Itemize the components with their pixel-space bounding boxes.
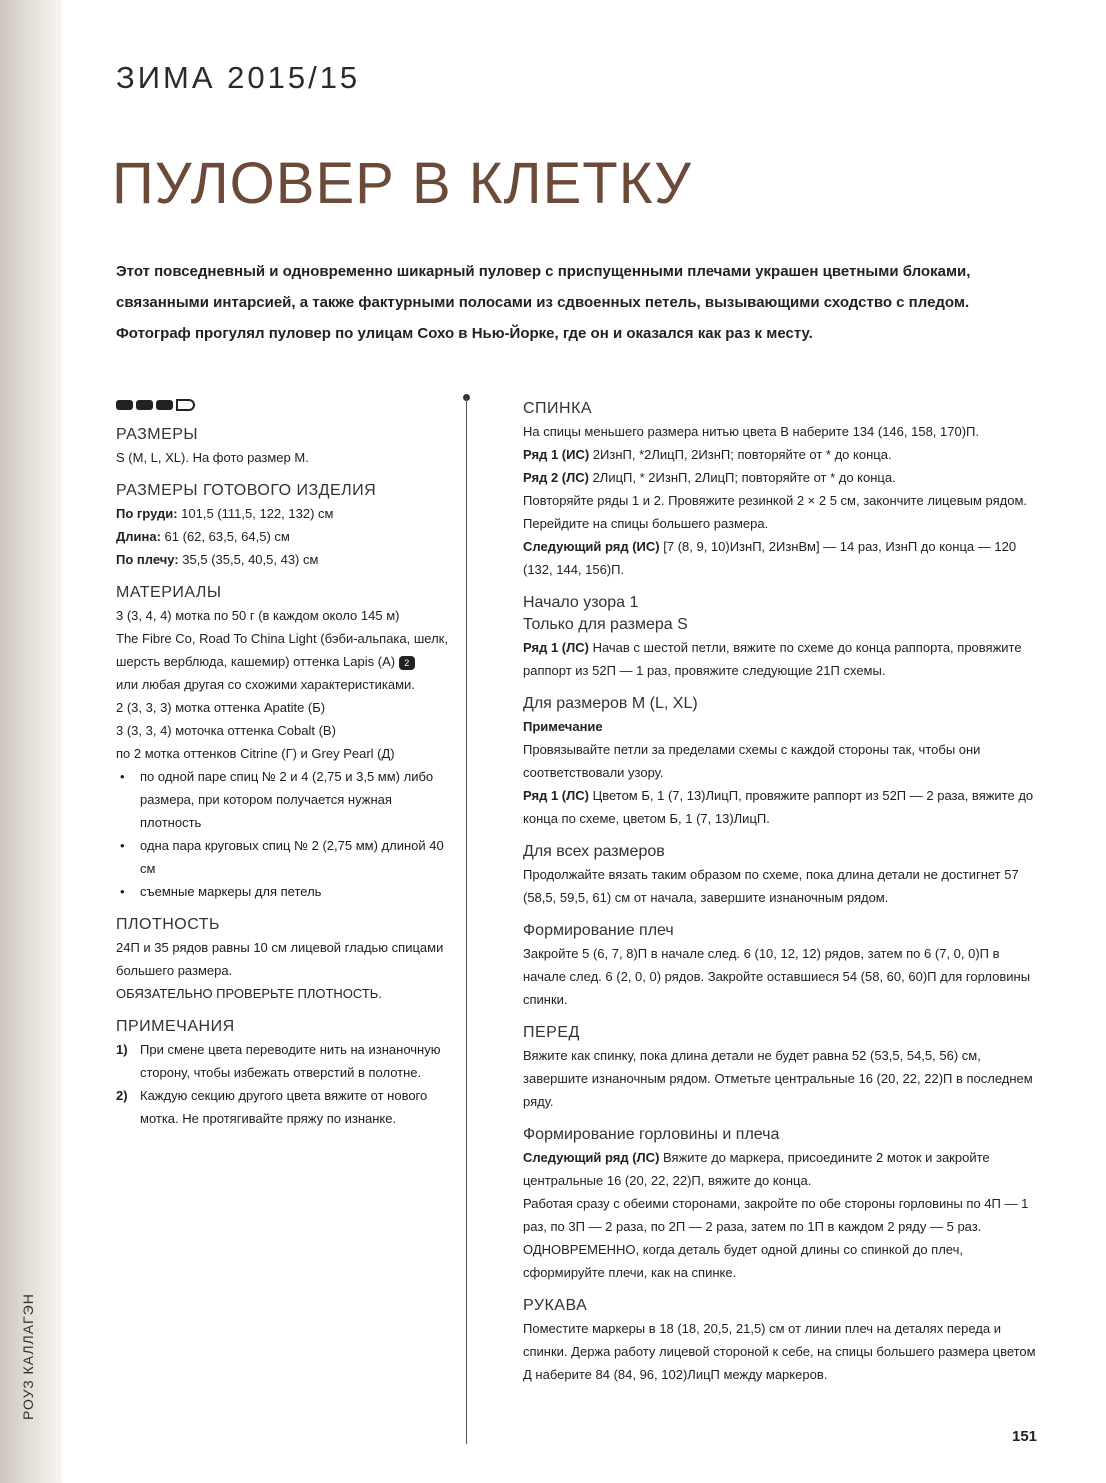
back-next-row: Следующий ряд (ИС) [7 (8, 9, 10)ИзнП, 2ИзнВм] — 14 раз, ИзнП до конца — 120 (132, 144, 156)П.	[523, 539, 1017, 577]
skill-level-filled-icon	[116, 400, 133, 410]
all-sizes-text: Продолжайте вязать таким образом по схеме, пока длина детали не достигнет 57 (58,5, 59,5, 61) см от начала, завершите изнаночным рядом.	[523, 867, 1019, 905]
gauge-check: ОБЯЗАТЕЛЬНО ПРОВЕРЬТЕ ПЛОТНОСТЬ.	[116, 986, 382, 1001]
materials-list	[116, 765, 456, 903]
size-s-row: Ряд 1 (ЛС) Начав с шестой петли, вяжите по схеме до конца раппорта, провяжите раппорт из 52П — 1 раз, провяжите следующие 21П схемы.	[523, 640, 1022, 678]
materials-line: 3 (3, 3, 4) моточка оттенка Cobalt (В)	[116, 723, 336, 738]
bust-measurement: По груди: 101,5 (111,5, 122, 132) см	[116, 506, 334, 521]
left-column	[116, 398, 456, 1130]
back-cast-on: На спицы меньшего размера нитью цвета В наберите 134 (146, 158, 170)П.	[523, 424, 980, 439]
materials-line: по 2 мотка оттенков Citrine (Г) и Grey Pearl (Д)	[116, 746, 395, 761]
size-m-note: Провязывайте петли за пределами схемы с каждой стороны так, чтобы они соответствовали узору.	[523, 742, 981, 780]
column-divider	[466, 398, 467, 1444]
sizes-text: S (M, L, XL). На фото размер М.	[116, 450, 309, 465]
back-heading: СПИНКА	[523, 400, 593, 417]
shoulder-measurement: По плечу: 35,5 (35,5, 40,5, 43) см	[116, 552, 319, 567]
notes-list	[116, 1038, 456, 1130]
gauge-heading: ПЛОТНОСТЬ	[116, 916, 221, 933]
sleeves-text: Поместите маркеры в 18 (18, 20,5, 21,5) см от линии плеч на деталях переда и спинки. Держа работу лицевой стороной к себе, на спицы большего размера цветом Д наберите 84 (84, 96, 102)ЛицП между маркеров.	[523, 1321, 1036, 1382]
size-m-row: Ряд 1 (ЛС) Цветом Б, 1 (7, 13)ЛицП, провяжите раппорт из 52П — 2 раза, вяжите до конца по схеме, цветом Б, 1 (7, 13)ЛицП.	[523, 788, 1034, 826]
shoulders-text: Закройте 5 (6, 7, 8)П в начале след. 6 (10, 12, 12) рядов, затем по 6 (7, 0, 0)П в начале след. 6 (2, 0, 0) рядов. Закройте оставшиеся 54 (58, 60, 60)П для горловины спинки.	[523, 946, 1031, 1007]
materials-line: или любая другая со схожими характеристиками.	[116, 677, 415, 692]
back-row-1: Ряд 1 (ИС) 2ИзнП, *2ЛицП, 2ИзнП; повторяйте от * до конца.	[523, 447, 892, 462]
skill-level-empty-icon	[176, 399, 195, 411]
page-number: 151	[1012, 1428, 1038, 1445]
front-text: Вяжите как спинку, пока длина детали не будет равна 52 (53,5, 54,5, 56) см, завершите изнаночным рядом. Отметьте центральные 16 (20, 22, 22)П в последнем ряду.	[523, 1048, 1033, 1109]
yarn-weight-icon: 2	[399, 656, 415, 670]
list-item: • одна пара круговых спиц № 2 (2,75 мм) длиной 40 см	[120, 838, 444, 876]
issue-label: ЗИМА 2015/15	[116, 60, 361, 95]
size-m-heading: Для размеров M (L, XL)	[523, 695, 698, 712]
finished-size-heading: РАЗМЕРЫ ГОТОВОГО ИЗДЕЛИЯ	[116, 482, 377, 499]
list-item: 2) Каждую секцию другого цвета вяжите от нового мотка. Не протягивайте пряжу по изнанке.	[116, 1088, 428, 1126]
materials-line: 2 (3, 3, 3) мотка оттенка Apatite (Б)	[116, 700, 326, 715]
right-column	[523, 398, 1043, 1386]
author-credit: РОУЗ КАЛЛАГЭН	[20, 1293, 36, 1420]
length-measurement: Длина: 61 (62, 63,5, 64,5) см	[116, 529, 290, 544]
skill-level-indicator	[116, 398, 456, 412]
sleeves-heading: РУКАВА	[523, 1297, 588, 1314]
materials-line: The Fibre Co, Road To China Light (бэби-альпака, шелк,	[116, 631, 448, 646]
skill-level-filled-icon	[156, 400, 173, 410]
size-m-note-label: Примечание	[523, 719, 603, 734]
neck-heading: Формирование горловины и плеча	[523, 1126, 780, 1143]
shoulders-heading: Формирование плеч	[523, 922, 674, 939]
page-edge-shadow	[0, 0, 62, 1483]
list-item: 1) При смене цвета переводите нить на изнаночную сторону, чтобы избежать отверстий в полотне.	[116, 1042, 441, 1080]
materials-heading: МАТЕРИАЛЫ	[116, 584, 222, 601]
intro-paragraph: Этот повседневный и одновременно шикарный пуловер с приспущенными плечами украшен цветными блоками, связанными интарсией, а также фактурными полосами из сдвоенных петель, вызывающими сходство с пледом. Фотограф прогулял пуловер по улицам Сохо в Нью-Йорке, где он и оказался как раз к месту.	[116, 263, 971, 342]
all-sizes-heading: Для всех размеров	[523, 843, 665, 860]
materials-line: 3 (3, 4, 4) мотка по 50 г (в каждом около 145 м)	[116, 608, 400, 623]
list-item: • по одной паре спиц № 2 и 4 (2,75 и 3,5 мм) либо размера, при котором получается нужная плотность	[120, 769, 434, 830]
skill-level-filled-icon	[136, 400, 153, 410]
back-ribbing: Повторяйте ряды 1 и 2. Провяжите резинкой 2 × 2 5 см, закончите лицевым рядом. Перейдите на спицы большего размера.	[523, 493, 1027, 531]
list-item: • съемные маркеры для петель	[120, 884, 322, 899]
front-heading: ПЕРЕД	[523, 1024, 580, 1041]
materials-line: шерсть верблюда, кашемир) оттенка Lapis (А) 2	[116, 650, 456, 673]
back-row-2: Ряд 2 (ЛС) 2ЛицП, * 2ИзнП, 2ЛицП; повторяйте от * до конца.	[523, 470, 896, 485]
notes-heading: ПРИМЕЧАНИЯ	[116, 1018, 235, 1035]
size-s-heading: Только для размера S	[523, 616, 688, 633]
neck-decrease: Работая сразу с обеими сторонами, закройте по обе стороны горловины по 4П — 1 раз, по 3П — 2 раза, по 2П — 2 раза, затем по 1П в каждом 2 ряду — 5 раз.	[523, 1196, 1029, 1234]
gauge-text: 24П и 35 рядов равны 10 см лицевой гладью спицами большего размера.	[116, 940, 444, 978]
sizes-heading: РАЗМЕРЫ	[116, 426, 199, 443]
neck-next-row: Следующий ряд (ЛС) Вяжите до маркера, присоедините 2 моток и закройте центральные 16 (20, 22, 22)П, вяжите до конца.	[523, 1150, 990, 1188]
page-title: ПУЛОВЕР В КЛЕТКУ	[112, 151, 692, 216]
neck-simultaneous: ОДНОВРЕМЕННО, когда деталь будет одной длины со спинкой до плеч, сформируйте плечи, как на спинке.	[523, 1242, 963, 1280]
pattern-heading: Начало узора 1	[523, 594, 639, 611]
